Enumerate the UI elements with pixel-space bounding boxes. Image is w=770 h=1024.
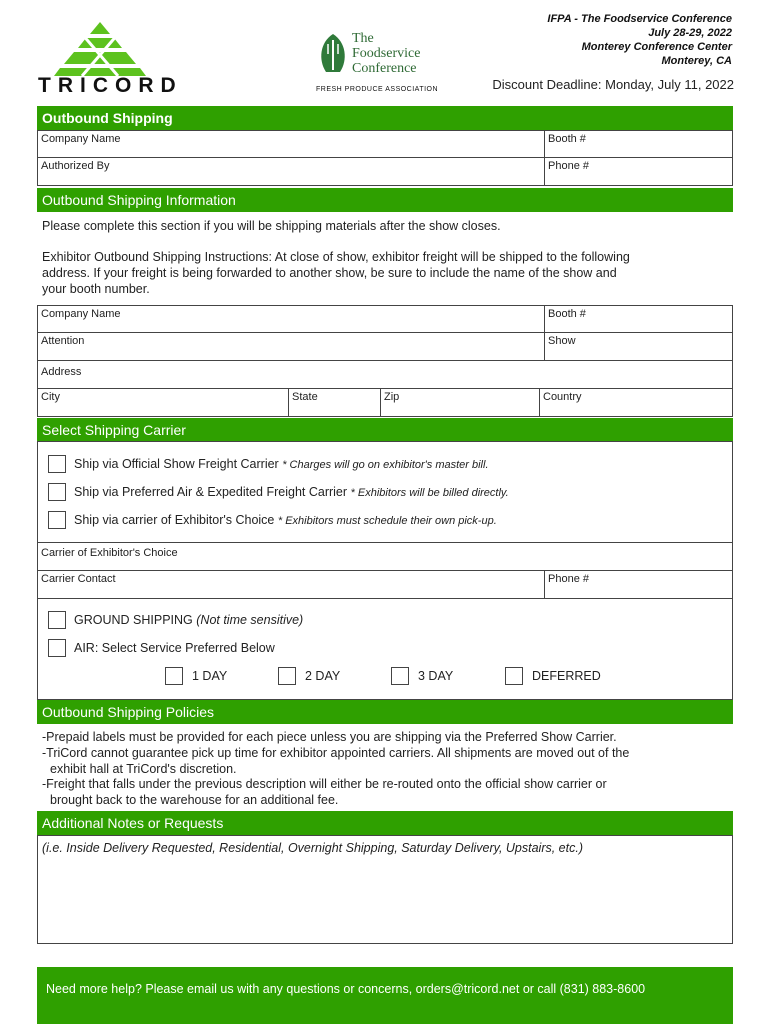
ground-shipping-note: (Not time sensitive) <box>196 613 304 627</box>
city-field[interactable]: City <box>37 388 289 417</box>
official-carrier-note: * Charges will go on exhibitor's master bill. <box>282 459 489 471</box>
carrier-phone-field[interactable]: Phone # <box>544 570 733 599</box>
two-day-checkbox[interactable] <box>278 667 296 685</box>
booth-field[interactable]: Booth # <box>544 130 733 158</box>
authorized-by-field[interactable]: Authorized By <box>37 157 545 186</box>
conference-logo-line3: Conference <box>352 61 417 76</box>
official-carrier-checkbox[interactable] <box>48 455 66 473</box>
conference-info <box>547 12 732 68</box>
official-carrier-option <box>74 456 489 473</box>
policy-pickup-time: -TriCord cannot guarantee pick up time for exhibitor appointed carriers. All shipments are moved out of the <box>42 746 630 760</box>
conference-title: IFPA - The Foodservice Conference <box>547 13 732 25</box>
address-field[interactable]: Address <box>37 360 733 389</box>
ship-booth-field[interactable]: Booth # <box>544 305 733 333</box>
zip-field[interactable]: Zip <box>380 388 540 417</box>
conference-logo-line1: The <box>352 31 374 46</box>
preferred-carrier-note: * Exhibitors will be billed directly. <box>350 487 509 499</box>
ground-shipping-checkbox[interactable] <box>48 611 66 629</box>
state-field[interactable]: State <box>288 388 381 417</box>
phone-field[interactable]: Phone # <box>544 157 733 186</box>
exhibitor-carrier-note: * Exhibitors must schedule their own pick-up. <box>277 515 497 527</box>
policies-header: Outbound Shipping Policies <box>37 700 733 724</box>
conference-venue: Monterey Conference Center <box>581 41 732 53</box>
show-field[interactable]: Show <box>544 332 733 361</box>
one-day-label: 1 DAY <box>192 669 228 683</box>
conference-location: Monterey, CA <box>661 55 732 67</box>
exhibitor-carrier-option <box>74 512 497 529</box>
conference-logo-text <box>352 31 420 76</box>
two-day-label: 2 DAY <box>305 669 341 683</box>
shipping-info-header: Outbound Shipping Information <box>37 188 733 212</box>
carrier-contact-field[interactable]: Carrier Contact <box>37 570 545 599</box>
air-shipping-label: AIR: Select Service Preferred Below <box>74 641 275 655</box>
shipping-instructions-line3: your booth number. <box>42 282 150 296</box>
country-field[interactable]: Country <box>539 388 733 417</box>
policy-pickup-time-cont: exhibit hall at TriCord's discretion. <box>50 762 237 776</box>
tricord-logo-mark <box>52 22 148 76</box>
official-carrier-label: Ship via Official Show Freight Carrier <box>74 457 279 471</box>
exhibitor-carrier-checkbox[interactable] <box>48 511 66 529</box>
carrier-choice-field[interactable]: Carrier of Exhibitor's Choice <box>37 542 733 571</box>
conference-logo-line2: Foodservice <box>352 46 421 61</box>
tricord-logo-text: TRICORD <box>38 74 183 97</box>
preferred-carrier-option <box>74 484 509 501</box>
one-day-checkbox[interactable] <box>165 667 183 685</box>
help-footer: Need more help? Please email us with any questions or concerns, orders@tricord.net or call (831) 883-8600 <box>37 967 733 1024</box>
shipping-instructions-line1: Exhibitor Outbound Shipping Instructions: At close of show, exhibitor freight will be shipped to the following <box>42 250 630 264</box>
policy-rerouted: -Freight that falls under the previous description will either be re-routed onto the official show carrier or <box>42 777 607 791</box>
policy-rerouted-cont: brought back to the warehouse for an additional fee. <box>50 793 339 807</box>
outbound-shipping-header: Outbound Shipping <box>37 106 733 130</box>
shipping-info-intro: Please complete this section if you will be shipping materials after the show closes. <box>42 219 501 233</box>
policy-prepaid-labels: -Prepaid labels must be provided for each piece unless you are shipping via the Preferred Show Carrier. <box>42 730 617 744</box>
conference-dates: July 28-29, 2022 <box>648 27 732 39</box>
attention-field[interactable]: Attention <box>37 332 545 361</box>
three-day-label: 3 DAY <box>418 669 454 683</box>
deferred-checkbox[interactable] <box>505 667 523 685</box>
shipping-instructions-line2: address. If your freight is being forwarded to another show, be sure to include the name of the show and <box>42 266 617 280</box>
notes-placeholder: (i.e. Inside Delivery Requested, Residential, Overnight Shipping, Saturday Delivery, Upstairs, etc.) <box>42 841 583 855</box>
company-name-field[interactable]: Company Name <box>37 130 545 158</box>
preferred-carrier-label: Ship via Preferred Air & Expedited Freight Carrier <box>74 485 348 499</box>
notes-header: Additional Notes or Requests <box>37 811 733 835</box>
three-day-checkbox[interactable] <box>391 667 409 685</box>
deferred-label: DEFERRED <box>532 669 601 683</box>
conference-logo-small: FRESH PRODUCE ASSOCIATION <box>316 86 439 93</box>
ship-company-name-field[interactable]: Company Name <box>37 305 545 333</box>
air-shipping-checkbox[interactable] <box>48 639 66 657</box>
ground-shipping-option <box>74 612 303 628</box>
conference-logo-icon <box>316 32 350 76</box>
discount-deadline: Discount Deadline: Monday, July 11, 2022 <box>492 77 734 92</box>
ground-shipping-label: GROUND SHIPPING <box>74 613 193 627</box>
exhibitor-carrier-label: Ship via carrier of Exhibitor's Choice <box>74 513 275 527</box>
carrier-header: Select Shipping Carrier <box>37 418 733 442</box>
preferred-carrier-checkbox[interactable] <box>48 483 66 501</box>
